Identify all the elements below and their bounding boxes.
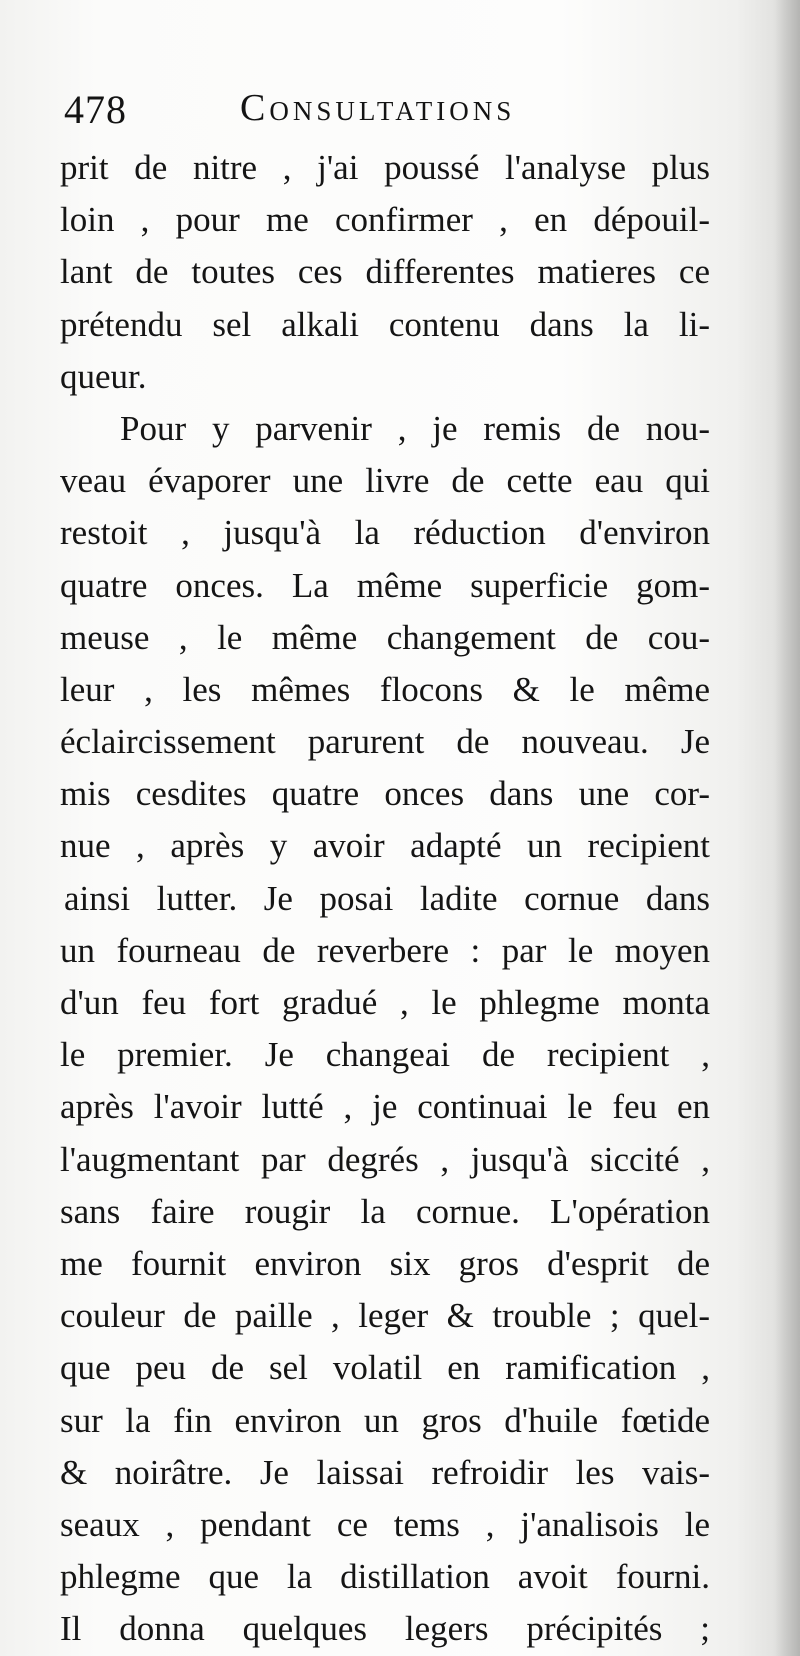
text-line: le premier. Je changeai de recipient , bbox=[60, 1035, 710, 1075]
text-line: nue , après y avoir adapté un recipient bbox=[60, 826, 710, 866]
text-line: seaux , pendant ce tems , j'analisois le bbox=[60, 1504, 710, 1544]
text-line: me fournit environ six gros d'esprit de bbox=[60, 1243, 710, 1283]
text-line: un fourneau de reverbere : par le moyen bbox=[60, 930, 710, 970]
running-head: Consultations bbox=[240, 87, 516, 129]
text-line: que peu de sel volatil en ramification , bbox=[60, 1348, 710, 1388]
paragraph-end-line: queur. bbox=[60, 356, 147, 396]
text-line: phlegme que la distillation avoit fourni. bbox=[60, 1557, 710, 1597]
paragraph-start-line: Pour y parvenir , je remis de nou- bbox=[120, 408, 710, 448]
text-line: loin , pour me confirmer , en dépouil- bbox=[60, 200, 710, 240]
body-text bbox=[60, 142, 710, 1655]
text-line: sur la fin environ un gros d'huile fœtide bbox=[60, 1400, 710, 1440]
text-line: restoit , jusqu'à la réduction d'environ bbox=[60, 513, 710, 553]
text-line: après l'avoir lutté , je continuai le feu en bbox=[60, 1087, 710, 1127]
text-line: ainsi lutter. Je posai ladite cornue dans bbox=[64, 878, 710, 918]
text-line: lant de toutes ces differentes matieres ce bbox=[60, 252, 710, 292]
text-line: Il donna quelques legers précipités ; bbox=[60, 1609, 710, 1649]
text-line: prétendu sel alkali contenu dans la li- bbox=[60, 304, 710, 344]
page-header bbox=[64, 84, 664, 136]
text-line: éclaircissement parurent de nouveau. Je bbox=[60, 722, 710, 762]
text-line: d'un feu fort gradué , le phlegme monta bbox=[60, 983, 710, 1022]
text-line: mis cesdites quatre onces dans une cor- bbox=[60, 774, 710, 814]
text-line: couleur de paille , leger & trouble ; quel- bbox=[60, 1296, 710, 1336]
page-number: 478 bbox=[64, 87, 127, 132]
text-line: & noirâtre. Je laissai refroidir les vais- bbox=[60, 1452, 710, 1492]
text-line: sans faire rougir la cornue. L'opération bbox=[60, 1191, 710, 1231]
text-line: prit de nitre , j'ai poussé l'analyse plus bbox=[60, 148, 710, 187]
text-line: quatre onces. La même superficie gom- bbox=[60, 565, 710, 605]
page-gutter-shadow bbox=[774, 0, 800, 1656]
text-line: veau évaporer une livre de cette eau qui bbox=[60, 461, 710, 501]
text-line: leur , les mêmes flocons & le même bbox=[60, 669, 710, 709]
text-line: meuse , le même changement de cou- bbox=[60, 617, 710, 657]
text-line: l'augmentant par degrés , jusqu'à siccité , bbox=[60, 1139, 710, 1179]
